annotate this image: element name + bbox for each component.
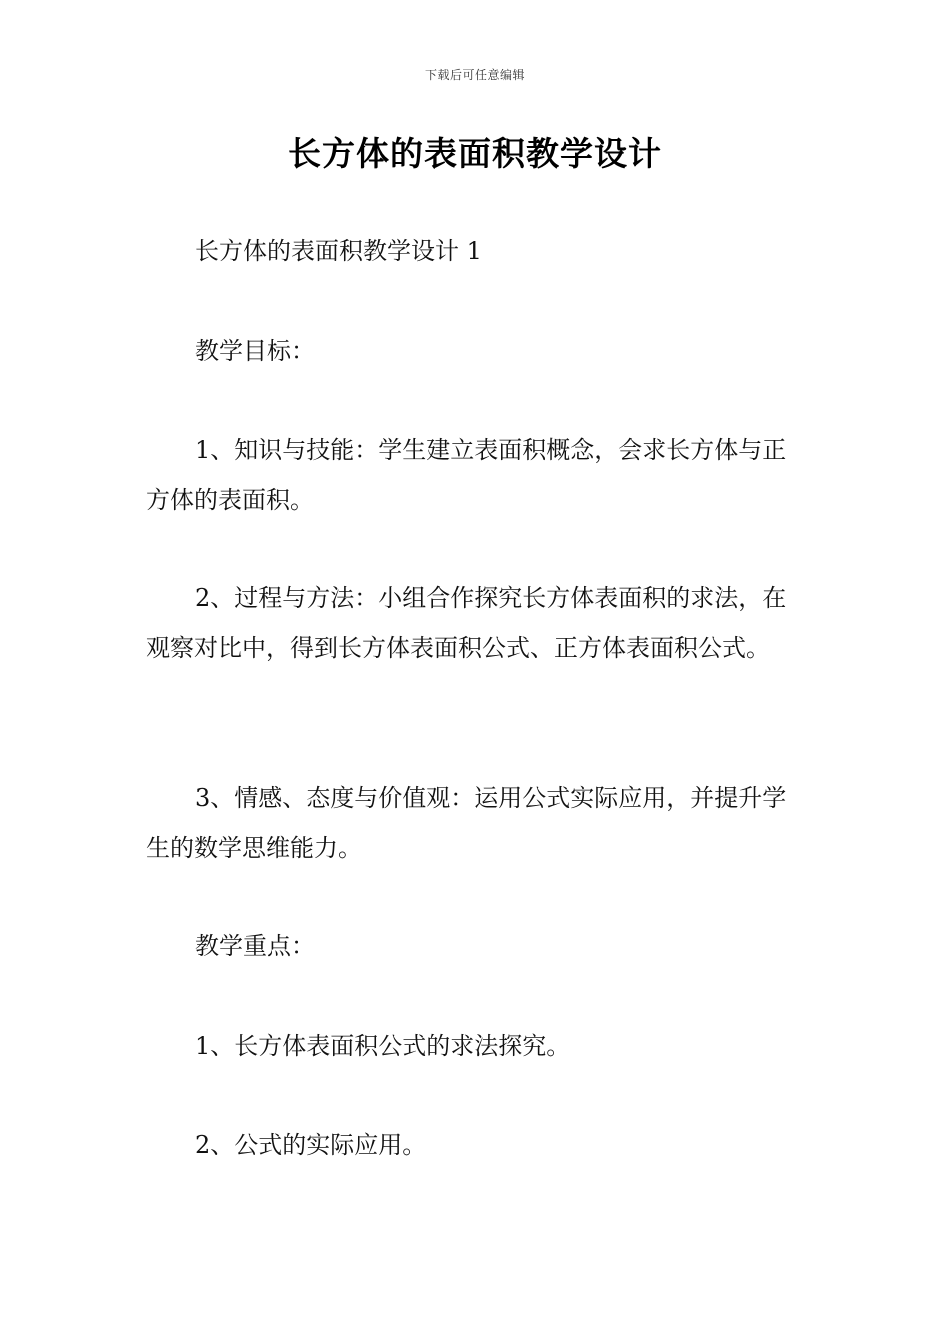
key-point-item-formula: 1、长方体表面积公式的求法探究。	[195, 1032, 571, 1060]
key-points-heading: 教学重点：	[195, 932, 315, 960]
goal-item-attitude: 3、情感、态度与价值观：运用公式实际应用，并提升学生的数学思维能力。	[146, 784, 787, 862]
goal-item-knowledge: 1、知识与技能：学生建立表面积概念，会求长方体与正方体的表面积。	[146, 436, 787, 514]
document-title: 长方体的表面积教学设计	[288, 134, 662, 173]
header-note: 下载后可任意编辑	[424, 68, 525, 82]
section-subtitle: 长方体的表面积教学设计 1	[195, 237, 482, 265]
goal-item-process: 2、过程与方法：小组合作探究长方体表面积的求法，在观察对比中，得到长方体表面积公式、正方体表面积公式。	[146, 584, 787, 662]
key-point-item-application: 2、公式的实际应用。	[195, 1131, 427, 1159]
goals-heading: 教学目标：	[195, 337, 315, 365]
